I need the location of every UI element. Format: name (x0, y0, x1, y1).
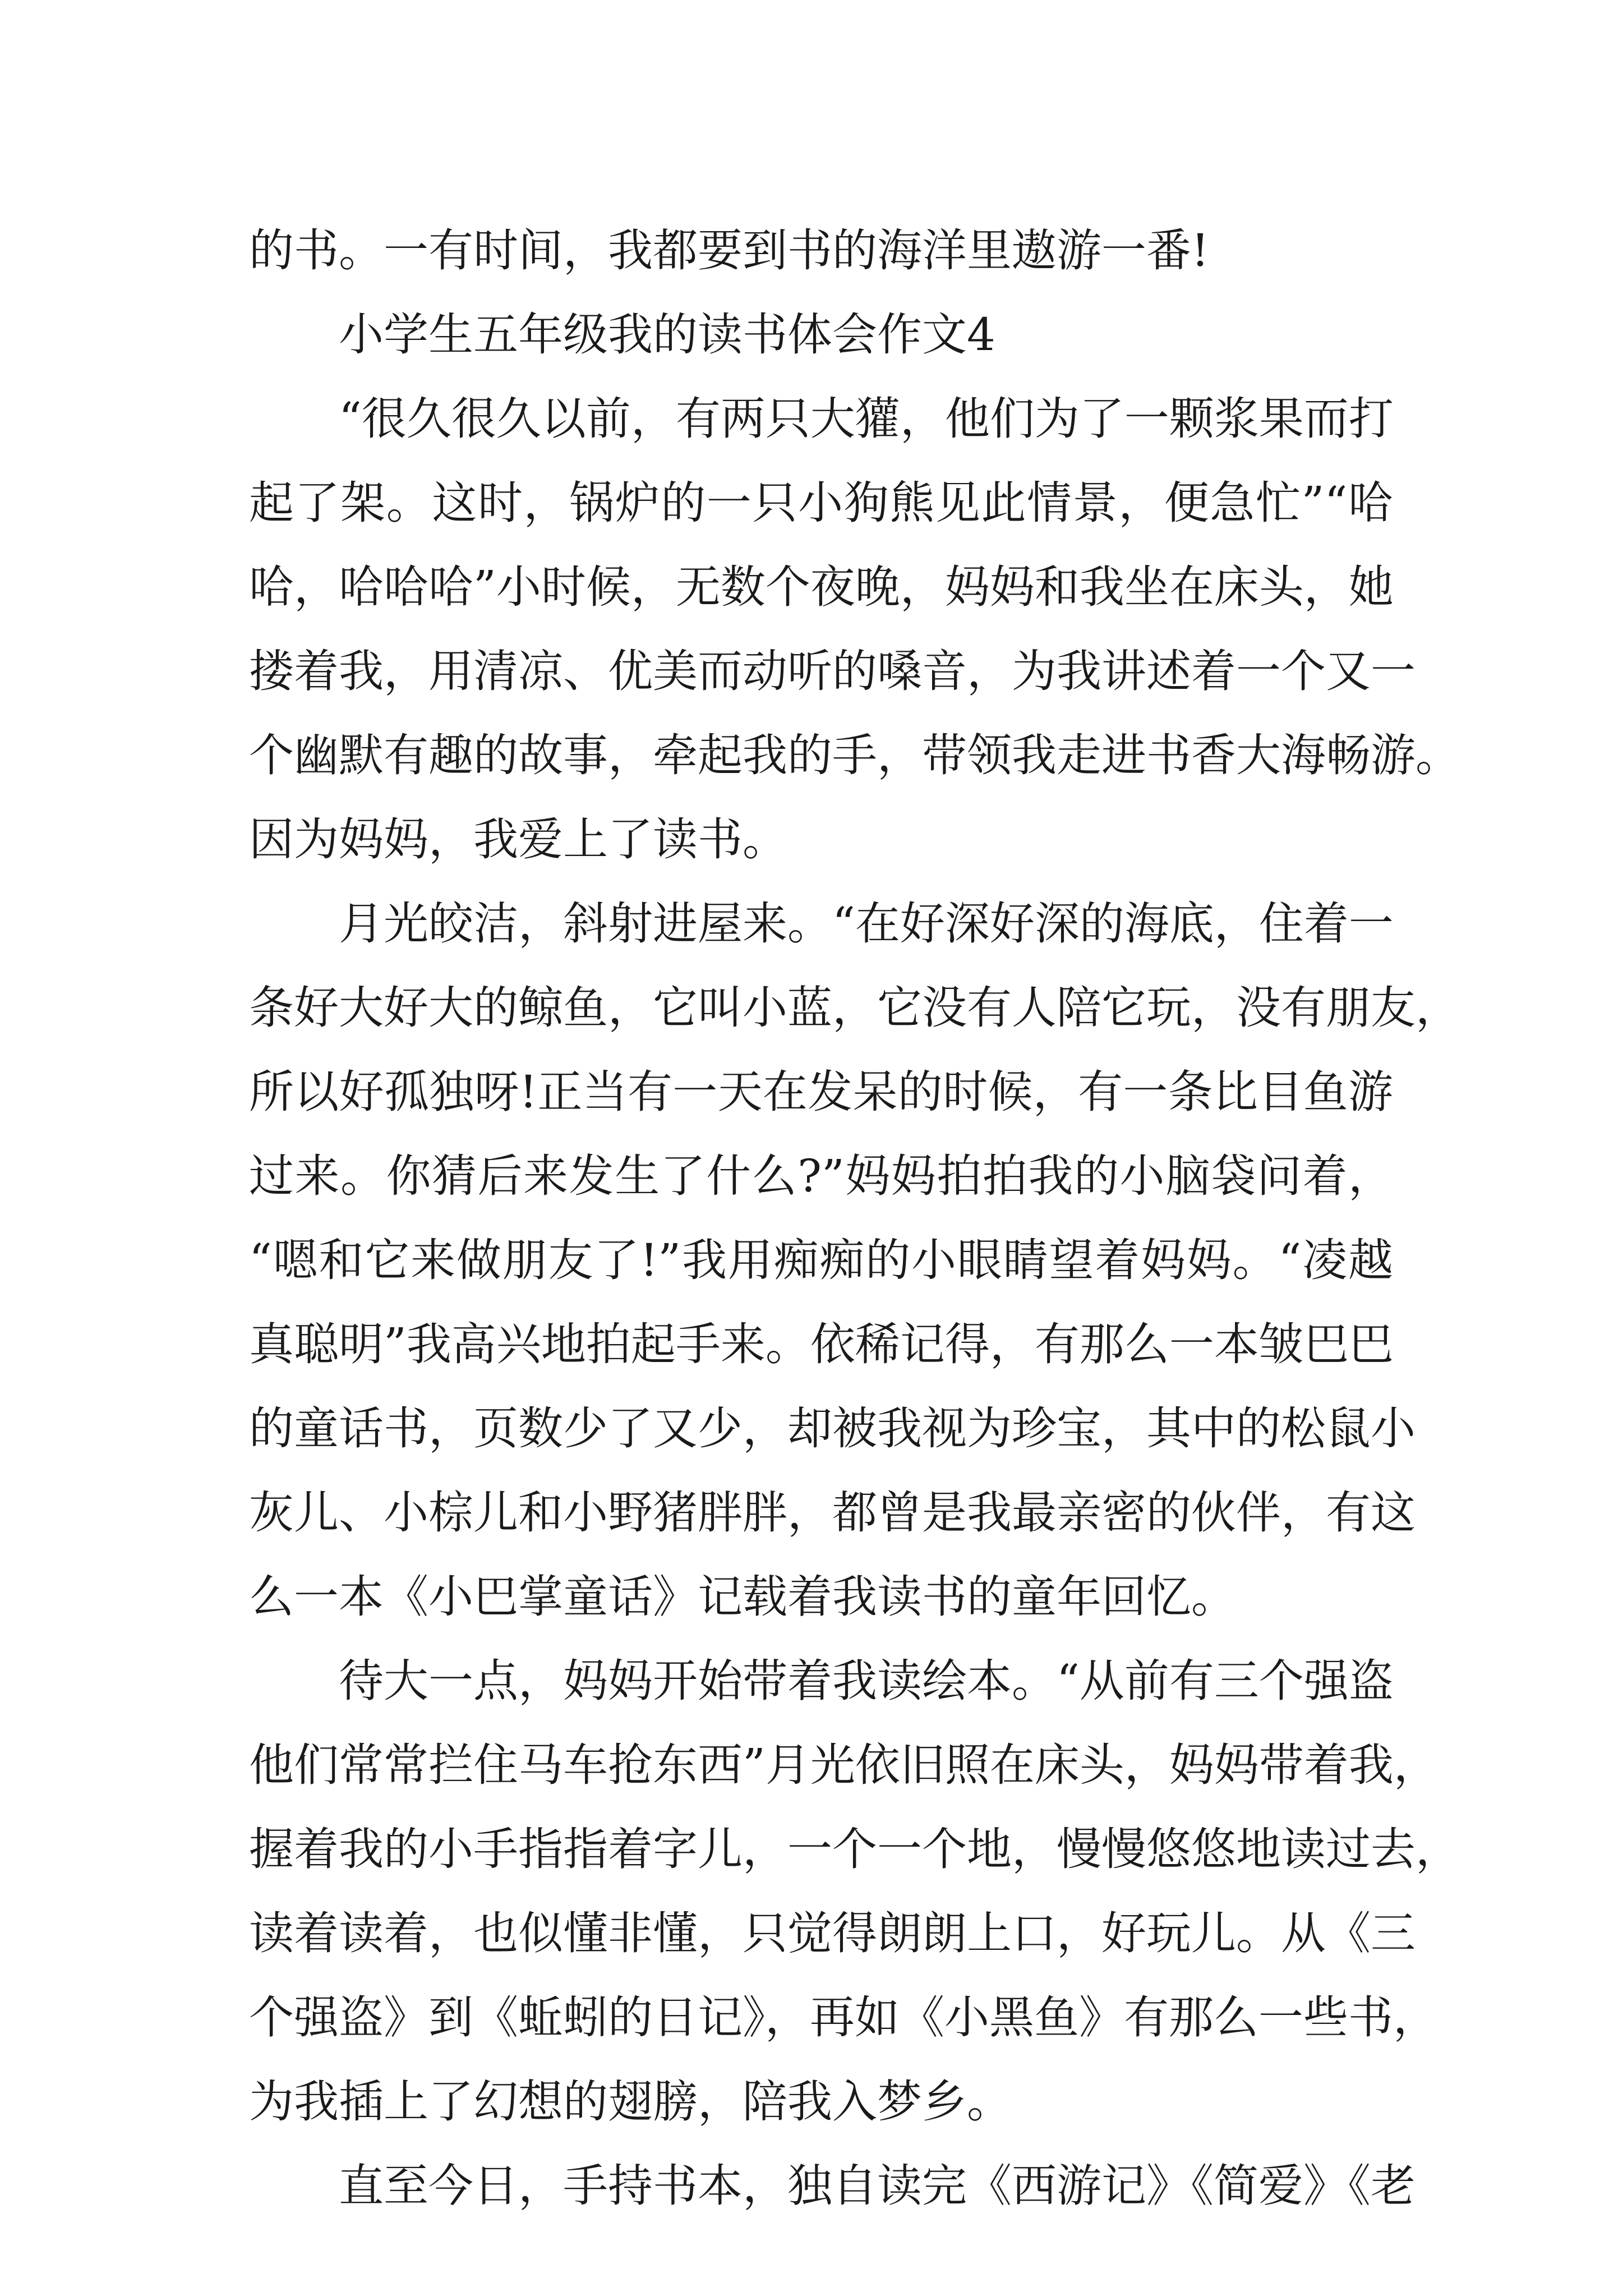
paragraph-line: 灰儿、小棕儿和小野猪胖胖，都曾是我最亲密的伙伴，有这 (249, 1487, 1415, 1539)
paragraph-line: “很久很久以前，有两只大獾，他们为了一颗浆果而打 (339, 393, 1394, 445)
paragraph-line: 他们常常拦住马车抢东西”月光依旧照在床头，妈妈带着我， (249, 1739, 1438, 1791)
paragraph-line: 起了架。这时，锅炉的一只小狗熊见此情景，便急忙”“哈 (249, 477, 1393, 529)
paragraph-line: 的童话书，页数少了又少，却被我视为珍宝，其中的松鼠小 (249, 1402, 1415, 1455)
paragraph-line: 真聪明”我高兴地拍起手来。依稀记得，有那么一本皱巴巴 (249, 1318, 1394, 1370)
paragraph-line: 个强盗》到《蚯蚓的日记》，再如《小黑鱼》有那么一些书， (249, 1991, 1438, 2044)
paragraph-line: 因为妈妈，我爱上了读书。 (249, 813, 787, 866)
paragraph-line: 条好大好大的鲸鱼，它叫小蓝，它没有人陪它玩，没有朋友， (249, 982, 1460, 1034)
paragraph-line: 过来。你猜后来发生了什么?”妈妈拍拍我的小脑袋问着， (249, 1150, 1393, 1202)
paragraph-line: 搂着我，用清凉、优美而动听的嗓音，为我讲述着一个又一 (249, 645, 1415, 697)
document-body (249, 209, 1460, 2228)
paragraph-line: 握着我的小手指指着字儿，一个一个地，慢慢悠悠地读过去， (249, 1823, 1460, 1875)
paragraph-line: 的书。一有时间，我都要到书的海洋里遨游一番! (249, 224, 1210, 277)
paragraph-line: 为我插上了幻想的翅膀，陪我入梦乡。 (249, 2076, 1012, 2128)
paragraph-line: 哈，哈哈哈”小时候，无数个夜晚，妈妈和我坐在床头，她 (249, 561, 1394, 613)
paragraph-line: 么一本《小巴掌童话》记载着我读书的童年回忆。 (249, 1571, 1236, 1623)
paragraph-line: 直至今日，手持书本，独自读完《西游记》《简爱》《老 (339, 2160, 1415, 2212)
paragraph-line: 个幽默有趣的故事，牵起我的手，带领我走进书香大海畅游。 (249, 729, 1460, 781)
section-heading: 小学生五年级我的读书体会作文4 (339, 309, 995, 361)
paragraph-line: 读着读着，也似懂非懂，只觉得朗朗上口，好玩儿。从《三 (249, 1907, 1415, 1959)
paragraph-line: “嗯和它来做朋友了!”我用痴痴的小眼睛望着妈妈。“凌越 (249, 1234, 1393, 1286)
paragraph-line: 待大一点，妈妈开始带着我读绘本。“从前有三个强盗 (339, 1655, 1394, 1707)
paragraph-line: 月光皎洁，斜射进屋来。“在好深好深的海底，住着一 (339, 898, 1394, 950)
paragraph-line: 所以好孤独呀!正当有一天在发呆的时候，有一条比目鱼游 (249, 1066, 1393, 1118)
